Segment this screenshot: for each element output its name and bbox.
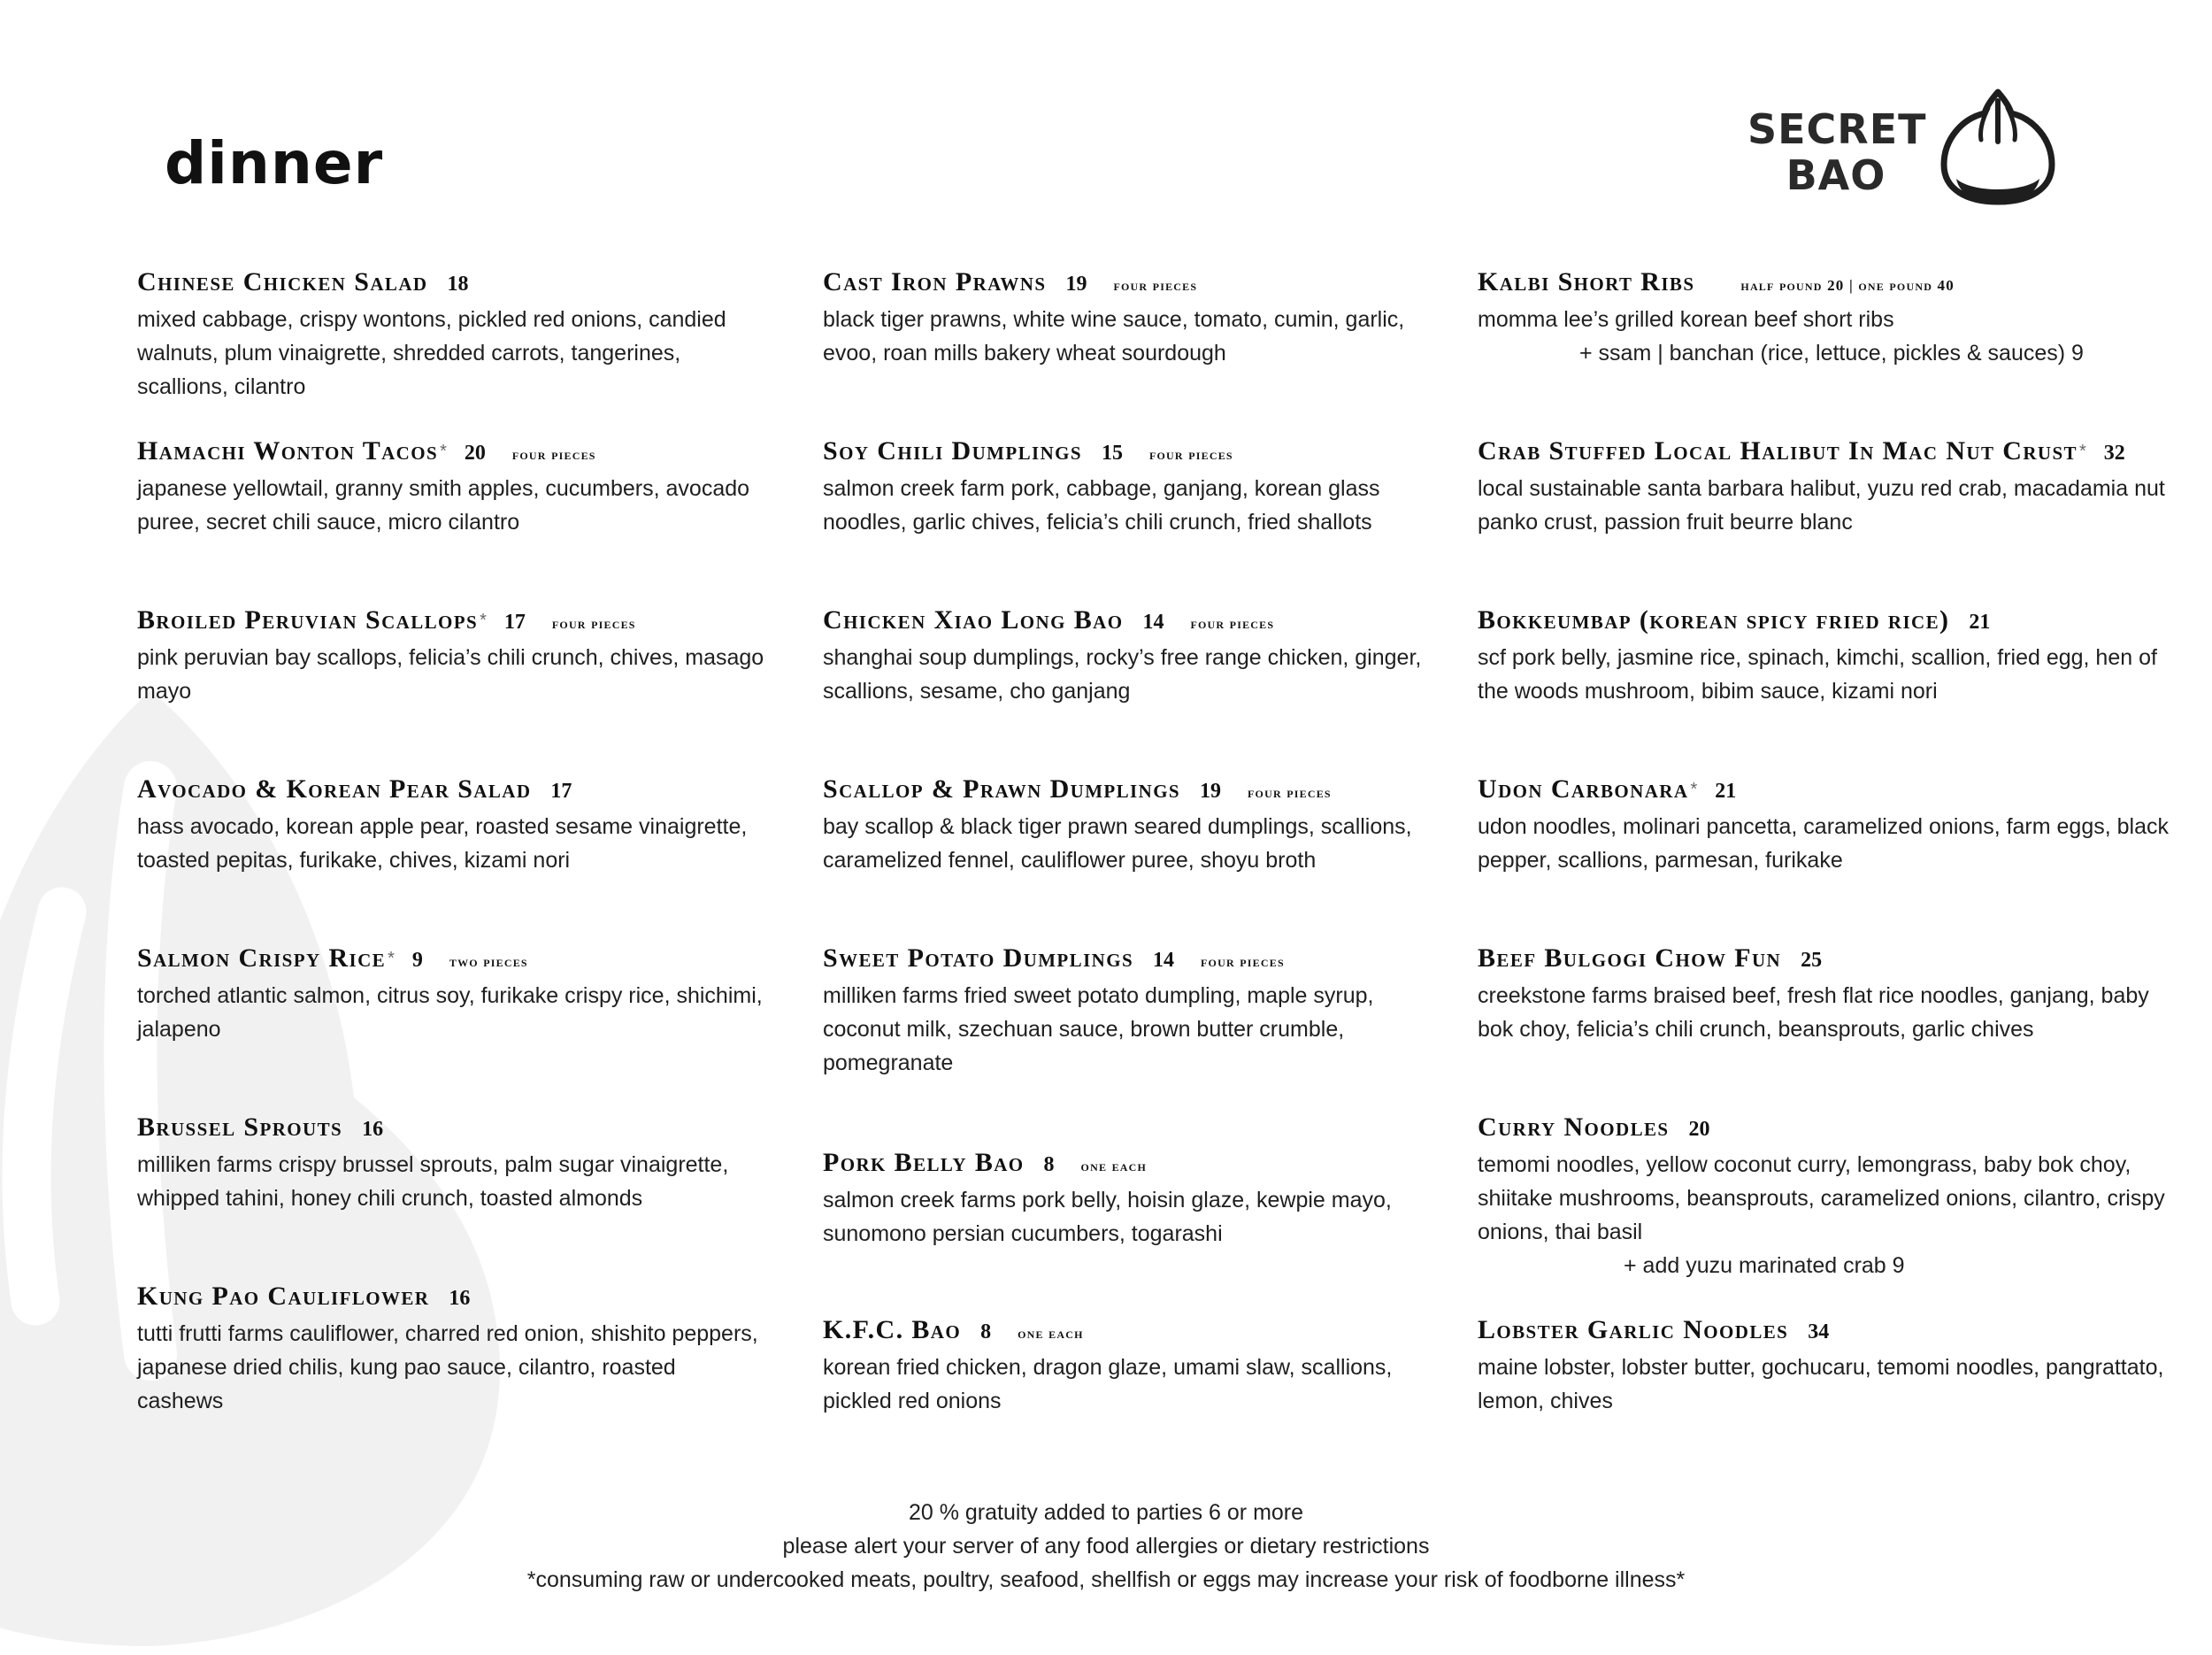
brand-line-1: SECRET <box>1747 105 1927 153</box>
menu-item <box>137 266 765 404</box>
item-price: 18 <box>447 273 469 296</box>
gratuity-note: 20 % gratuity added to parties 6 or more <box>908 1500 1304 1525</box>
item-description: black tiger prawns, white wine sauce, tomato, cumin, garlic, evoo, roan mills bakery wheat sourdough <box>823 307 1405 366</box>
item-name: Pork Belly Bao <box>823 1148 1025 1177</box>
item-description: milliken farms fried sweet potato dumpling, maple syrup, coconut milk, szechuan sauce, brown butter crumble, pomegranate <box>823 983 1374 1075</box>
menu-item <box>823 1146 1451 1251</box>
item-description: mixed cabbage, crispy wontons, pickled red onions, candied walnuts, plum vinaigrette, shredded carrots, tangerines, scallions, cilantro <box>137 307 726 399</box>
item-description: udon noodles, molinari pancetta, caramelized onions, farm eggs, black pepper, scallions, parmesan, furikake <box>1478 814 2169 873</box>
item-price: 9 <box>411 949 423 972</box>
raw-warning-mark: * <box>388 949 395 968</box>
item-quantity: four pieces <box>1201 953 1285 970</box>
item-quantity: half pound 20 | one pound 40 <box>1740 277 1955 294</box>
raw-warning-mark: * <box>1690 780 1698 799</box>
item-description: milliken farms crispy brussel sprouts, palm sugar vinaigrette, whipped tahini, honey chili crunch, toasted almonds <box>137 1152 729 1211</box>
item-price: 16 <box>449 1287 471 1310</box>
item-name: Chicken Xiao Long Bao <box>823 605 1124 635</box>
item-name: Curry Noodles <box>1478 1112 1670 1142</box>
item-description: tutti frutti farms cauliflower, charred red onion, shishito peppers, japanese dried chilis, kung pao sauce, cilantro, roasted cashews <box>137 1321 758 1413</box>
item-quantity: two pieces <box>449 953 528 970</box>
item-name: Udon Carbonara <box>1478 774 1689 804</box>
menu-item <box>823 1313 1451 1418</box>
item-price: 17 <box>503 611 526 634</box>
menu-item <box>1478 604 2185 708</box>
menu-item <box>137 435 765 539</box>
menu-item <box>823 773 1451 877</box>
item-quantity: four pieces <box>551 615 636 632</box>
item-description: salmon creek farms pork belly, hoisin glaze, kewpie mayo, sunomono persian cucumbers, togarashi <box>823 1188 1392 1246</box>
item-price: 21 <box>1969 611 1991 634</box>
brand-logo <box>1747 87 2059 209</box>
menu-item <box>823 435 1451 539</box>
item-name: Kung Pao Cauliflower <box>137 1282 430 1311</box>
item-addon: + add yuzu marinated crab 9 <box>1624 1253 1905 1278</box>
footer-notes <box>0 1496 2212 1597</box>
menu-item <box>137 1280 765 1418</box>
menu-item <box>1478 773 2185 877</box>
item-price: 16 <box>362 1118 384 1141</box>
item-description: bay scallop & black tiger prawn seared dumplings, scallions, caramelized fennel, cauliflower puree, shoyu broth <box>823 814 1412 873</box>
raw-food-warning: *consuming raw or undercooked meats, poultry, seafood, shellfish or eggs may increase your risk of foodborne illness* <box>526 1567 1686 1592</box>
menu-item <box>823 604 1451 708</box>
item-name: Scallop & Prawn Dumplings <box>823 774 1181 804</box>
menu-item <box>137 773 765 877</box>
item-quantity: four pieces <box>1248 784 1332 801</box>
item-description: momma lee’s grilled korean beef short ribs <box>1478 307 1894 332</box>
item-name: Soy Chili Dumplings <box>823 436 1082 466</box>
item-quantity: one each <box>1080 1158 1148 1174</box>
item-name: Sweet Potato Dumplings <box>823 943 1134 973</box>
item-price: 32 <box>2103 442 2125 465</box>
item-description: creekstone farms braised beef, fresh flat rice noodles, ganjang, baby bok choy, felicia’s chili crunch, beansprouts, garlic chives <box>1478 983 2149 1042</box>
item-name: Beef Bulgogi Chow Fun <box>1478 943 1782 973</box>
item-price: 19 <box>1065 273 1087 296</box>
allergy-note: please alert your server of any food allergies or dietary restrictions <box>782 1534 1430 1559</box>
item-name: K.F.C. Bao <box>823 1315 962 1344</box>
menu-item <box>137 1111 765 1215</box>
item-quantity: four pieces <box>1148 446 1233 463</box>
brand-wordmark <box>1747 105 1927 199</box>
menu-item <box>1478 1111 2185 1282</box>
item-name: Crab Stuffed Local Halibut In Mac Nut Crust <box>1478 436 2078 466</box>
item-description: japanese yellowtail, granny smith apples, cucumbers, avocado puree, secret chili sauce, micro cilantro <box>137 476 750 535</box>
menu-item <box>1478 942 2185 1046</box>
item-description: pink peruvian bay scallops, felicia’s chili crunch, chives, masago mayo <box>137 645 764 704</box>
item-name: Brussel Sprouts <box>137 1112 343 1142</box>
menu-item <box>137 604 765 708</box>
item-quantity: four pieces <box>1113 277 1198 294</box>
menu-item <box>1478 266 2185 370</box>
menu-item <box>823 942 1451 1080</box>
item-name: Broiled Peruvian Scallops <box>137 605 479 635</box>
item-description: scf pork belly, jasmine rice, spinach, kimchi, scallion, fried egg, hen of the woods mushroom, bibim sauce, kizami nori <box>1478 645 2157 704</box>
item-name: Avocado & Korean Pear Salad <box>137 774 532 804</box>
item-description: shanghai soup dumplings, rocky’s free range chicken, ginger, scallions, sesame, cho ganjang <box>823 645 1422 704</box>
item-addon: + ssam | banchan (rice, lettuce, pickles & sauces) 9 <box>1579 341 2084 366</box>
item-quantity: four pieces <box>1190 615 1275 632</box>
item-description: torched atlantic salmon, citrus soy, furikake crispy rice, shichimi, jalapeno <box>137 983 763 1042</box>
item-price: 8 <box>980 1320 992 1343</box>
item-description: hass avocado, korean apple pear, roasted sesame vinaigrette, toasted pepitas, furikake, chives, kizami nori <box>137 814 748 873</box>
raw-warning-mark: * <box>480 611 487 630</box>
item-description: salmon creek farm pork, cabbage, ganjang, korean glass noodles, garlic chives, felicia’s chili crunch, fried shallots <box>823 476 1380 535</box>
item-price: 19 <box>1200 780 1222 803</box>
item-name: Lobster Garlic Noodles <box>1478 1315 1789 1344</box>
item-price: 17 <box>550 780 572 803</box>
item-quantity: four pieces <box>511 446 596 463</box>
item-price: 25 <box>1801 949 1823 972</box>
item-price: 15 <box>1101 442 1123 465</box>
item-description: temomi noodles, yellow coconut curry, lemongrass, baby bok choy, shiitake mushrooms, beansprouts, caramelized onions, cilantro, crispy onions, thai basil <box>1478 1152 2165 1244</box>
menu-item <box>137 942 765 1046</box>
item-name: Chinese Chicken Salad <box>137 267 428 296</box>
item-price: 34 <box>1808 1320 1830 1343</box>
item-description: maine lobster, lobster butter, gochucaru, temomi noodles, pangrattato, lemon, chives <box>1478 1355 2164 1413</box>
bao-icon <box>1937 87 2059 209</box>
raw-warning-mark: * <box>440 442 447 461</box>
item-name: Salmon Crispy Rice <box>137 943 387 973</box>
item-price: 20 <box>464 442 486 465</box>
menu-item <box>1478 1313 2185 1418</box>
item-description: korean fried chicken, dragon glaze, umami slaw, scallions, pickled red onions <box>823 1355 1393 1413</box>
item-quantity: one each <box>1018 1325 1084 1342</box>
raw-warning-mark: * <box>2078 442 2086 461</box>
menu-item <box>1478 435 2185 539</box>
menu-item <box>823 266 1451 370</box>
item-price: 21 <box>1715 780 1737 803</box>
item-name: Kalbi Short Ribs <box>1478 267 1695 296</box>
item-price: 14 <box>1153 949 1175 972</box>
item-name: Hamachi Wonton Tacos <box>137 436 439 466</box>
brand-line-2: BAO <box>1786 151 1886 199</box>
item-price: 8 <box>1043 1153 1055 1176</box>
item-name: Cast Iron Prawns <box>823 267 1047 296</box>
item-name: Bokkeumbap (korean spicy fried rice) <box>1478 605 1950 635</box>
item-price: 14 <box>1142 611 1164 634</box>
page-title: dinner <box>165 129 384 197</box>
item-price: 20 <box>1688 1118 1710 1141</box>
item-description: local sustainable santa barbara halibut, yuzu red crab, macadamia nut panko crust, passion fruit beurre blanc <box>1478 476 2165 535</box>
